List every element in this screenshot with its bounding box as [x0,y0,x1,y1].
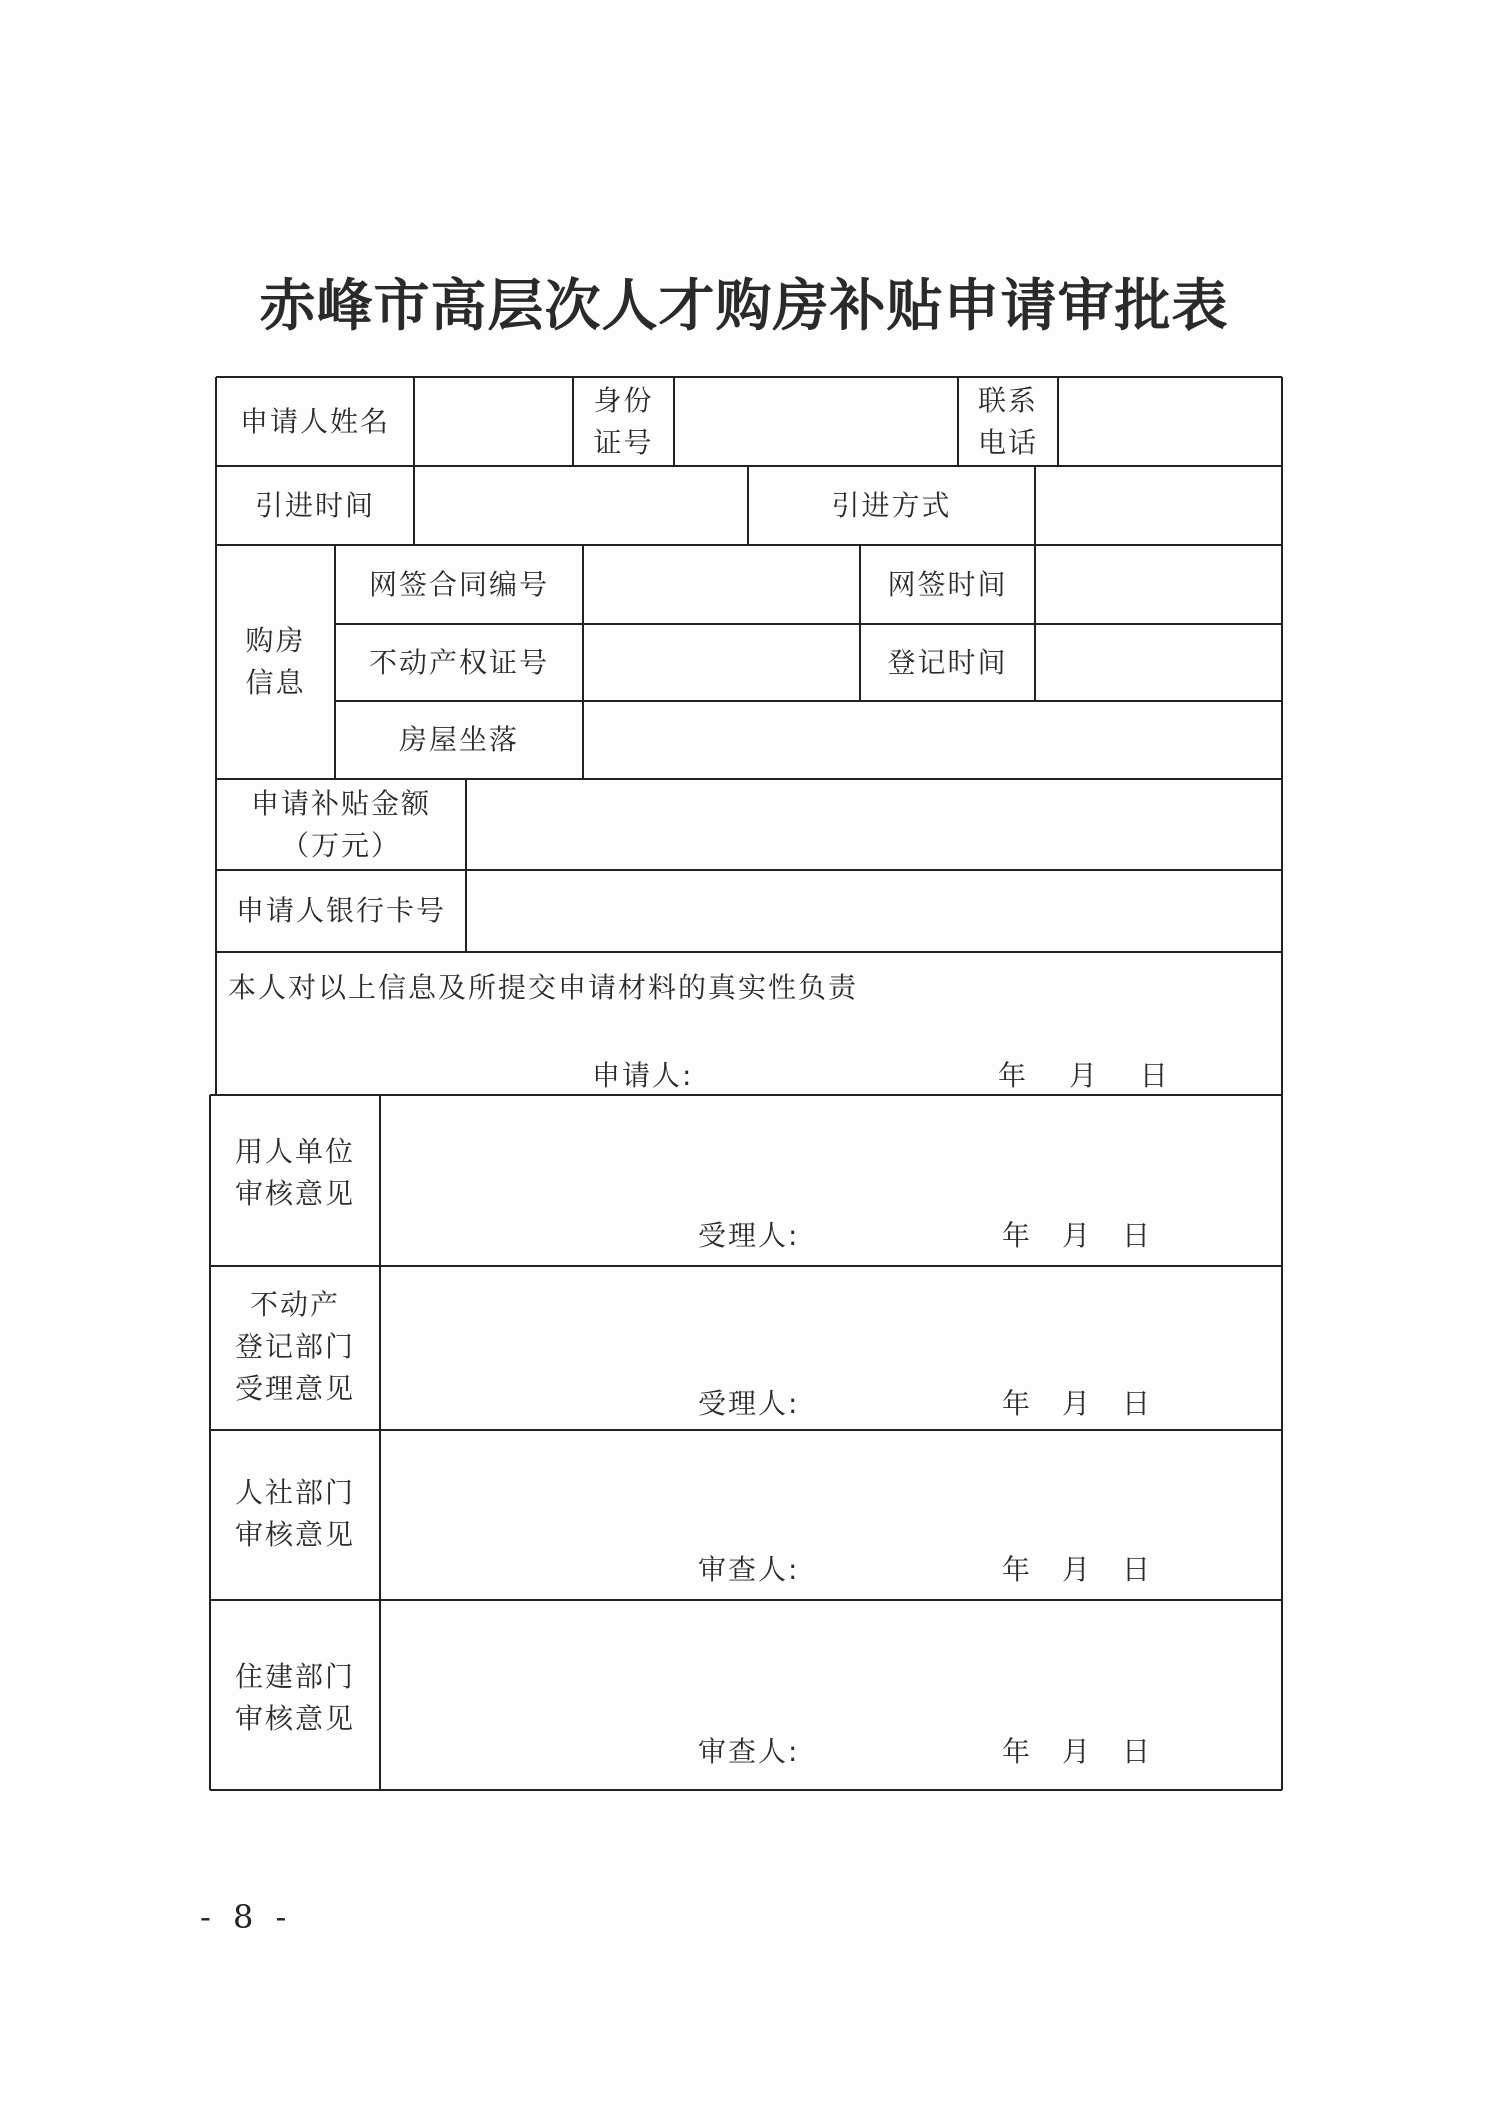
hr-review-signer: 审查人: [698,1553,800,1586]
employer-review-label: 用人单位 审核意见 [234,1135,355,1210]
housing-review-signer: 审查人: [698,1735,800,1768]
contract-no-label: 网签合同编号 [368,567,549,601]
housing-review-date: 年 月 日 [1002,1735,1153,1768]
subsidy-amount-label: 申请补贴金额 （万元） [250,786,431,862]
declaration-date: 年 月 日 [998,1059,1170,1092]
applicant-name-field[interactable] [416,379,571,464]
property-registry-review-date: 年 月 日 [1002,1387,1153,1420]
register-time-label: 登记时间 [887,645,1008,679]
declaration-text: 本人对以上信息及所提交申请材料的真实性负责 [228,971,859,1004]
house-info-label: 购房 信息 [245,624,306,699]
applicant-name-label: 申请人姓名 [239,404,390,438]
contract-time-field[interactable] [1037,547,1280,622]
hr-review-label: 人社部门 审核意见 [234,1476,355,1551]
housing-review-label: 住建部门 审核意见 [234,1660,355,1735]
property-registry-review-label: 不动产 登记部门 受理意见 [234,1288,355,1405]
intro-method-field[interactable] [1037,468,1280,543]
phone-field[interactable] [1060,379,1280,464]
page-title: 赤峰市高层次人才购房补贴申请审批表 [259,273,1229,339]
phone-label: 联系 电话 [977,383,1038,459]
intro-time-field[interactable] [416,468,746,543]
bank-card-label: 申请人银行卡号 [235,894,446,927]
declaration-signer-label: 申请人: [592,1059,694,1092]
intro-time-label: 引进时间 [254,488,375,522]
page-number: - 8 - [200,1898,293,1936]
bank-card-field[interactable] [468,872,1280,950]
hr-review-date: 年 月 日 [1002,1553,1153,1586]
house-location-field[interactable] [585,703,1280,777]
employer-review-signer: 受理人: [698,1219,800,1252]
contract-time-label: 网签时间 [887,567,1008,601]
intro-method-label: 引进方式 [831,488,952,522]
subsidy-amount-field[interactable] [468,781,1280,868]
property-cert-field[interactable] [585,626,858,699]
property-registry-review-signer: 受理人: [698,1387,800,1420]
house-location-label: 房屋坐落 [398,723,519,756]
employer-review-date: 年 月 日 [1002,1219,1153,1252]
register-time-field[interactable] [1037,626,1280,699]
id-number-field[interactable] [676,379,956,464]
property-cert-label: 不动产权证号 [368,645,549,679]
contract-no-field[interactable] [585,547,858,622]
id-number-label: 身份 证号 [593,383,654,459]
